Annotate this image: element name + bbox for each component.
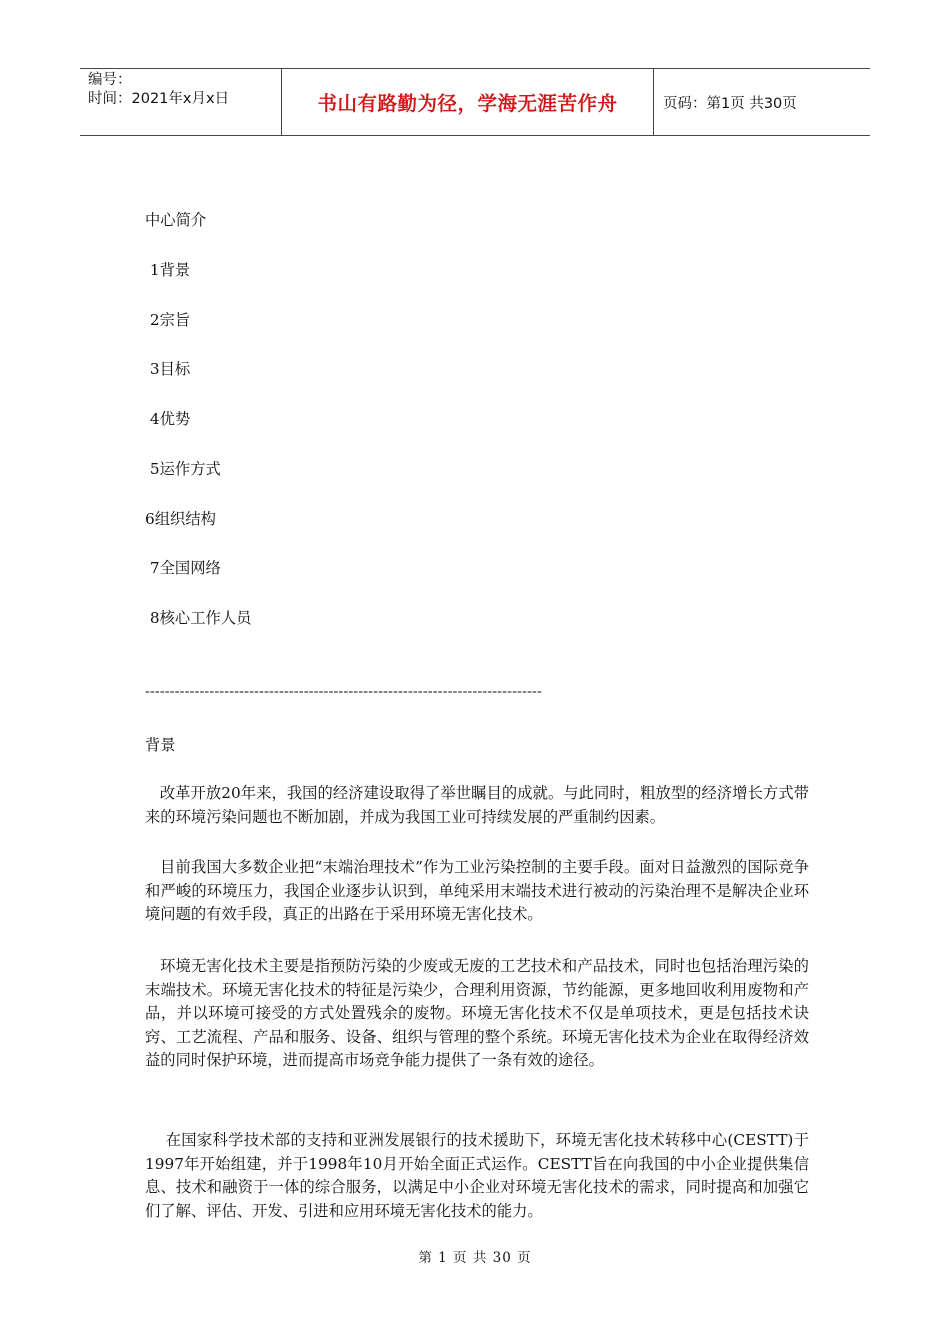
header-page-info: 页码：第1页 共30页 xyxy=(663,95,797,112)
paragraph: 在国家科学技术部的支持和亚洲发展银行的技术援助下，环境无害化技术转移中心(CESTT)于1997年开始组建，并于1998年10月开始全面正式运作。CESTT旨在向我国的中小企业提供集信息、技术和融资于一体的综合服务，以满足中小企业对环境无害化技术的需求，同时提高和加强它们了解、评估、开发、引进和应用环境无害化技术的能力。 xyxy=(145,1131,810,1220)
toc-title: 中心简介 xyxy=(145,211,207,229)
page-header xyxy=(80,68,870,136)
section-divider: -------------------------------------------------------------------------------- xyxy=(145,684,542,699)
page-footer: 第 1 页 共 30 页 xyxy=(418,1250,532,1266)
paragraph: 改革开放20年来，我国的经济建设取得了举世瞩目的成就。与此同时，粗放型的经济增长方式带来的环境污染问题也不断加剧，并成为我国工业可持续发展的严重制约因素。 xyxy=(145,784,809,826)
toc-item: 7全国网络 xyxy=(145,559,221,577)
header-meta-cell xyxy=(80,69,282,135)
paragraph: 目前我国大多数企业把“末端治理技术”作为工业污染控制的主要手段。面对日益激烈的国际竞争和严峻的环境压力，我国企业逐步认识到，单纯采用末端技术进行被动的污染治理不是解决企业环境问题的有效手段，真正的出路在于采用环境无害化技术。 xyxy=(145,858,809,923)
toc-item: 2宗旨 xyxy=(145,311,191,329)
paragraph: 环境无害化技术主要是指预防污染的少废或无废的工艺技术和产品技术，同时也包括治理污染的末端技术。环境无害化技术的特征是污染少，合理利用资源，节约能源，更多地回收利用废物和产品，并以环境可接受的方式处置残余的废物。环境无害化技术不仅是单项技术，更是包括技术诀窍、工艺流程、产品和服务、设备、组织与管理的整个系统。环境无害化技术为企业在取得经济效益的同时保护环境，进而提高市场竞争能力提供了一条有效的途径。 xyxy=(145,957,809,1069)
toc-item: 3目标 xyxy=(145,360,191,378)
document-time-label: 时间：2021年x月x日 xyxy=(88,91,230,107)
toc-item: 4优势 xyxy=(145,410,191,428)
toc-item: 5运作方式 xyxy=(145,460,221,478)
section-heading: 背景 xyxy=(145,736,176,754)
header-motto: 书山有路勤为径，学海无涯苦作舟 xyxy=(282,69,654,135)
toc-item: 6组织结构 xyxy=(145,510,216,528)
toc-item: 1背景 xyxy=(145,261,191,279)
document-number-label: 编号： xyxy=(88,72,132,88)
toc-item: 8核心工作人员 xyxy=(145,609,252,627)
